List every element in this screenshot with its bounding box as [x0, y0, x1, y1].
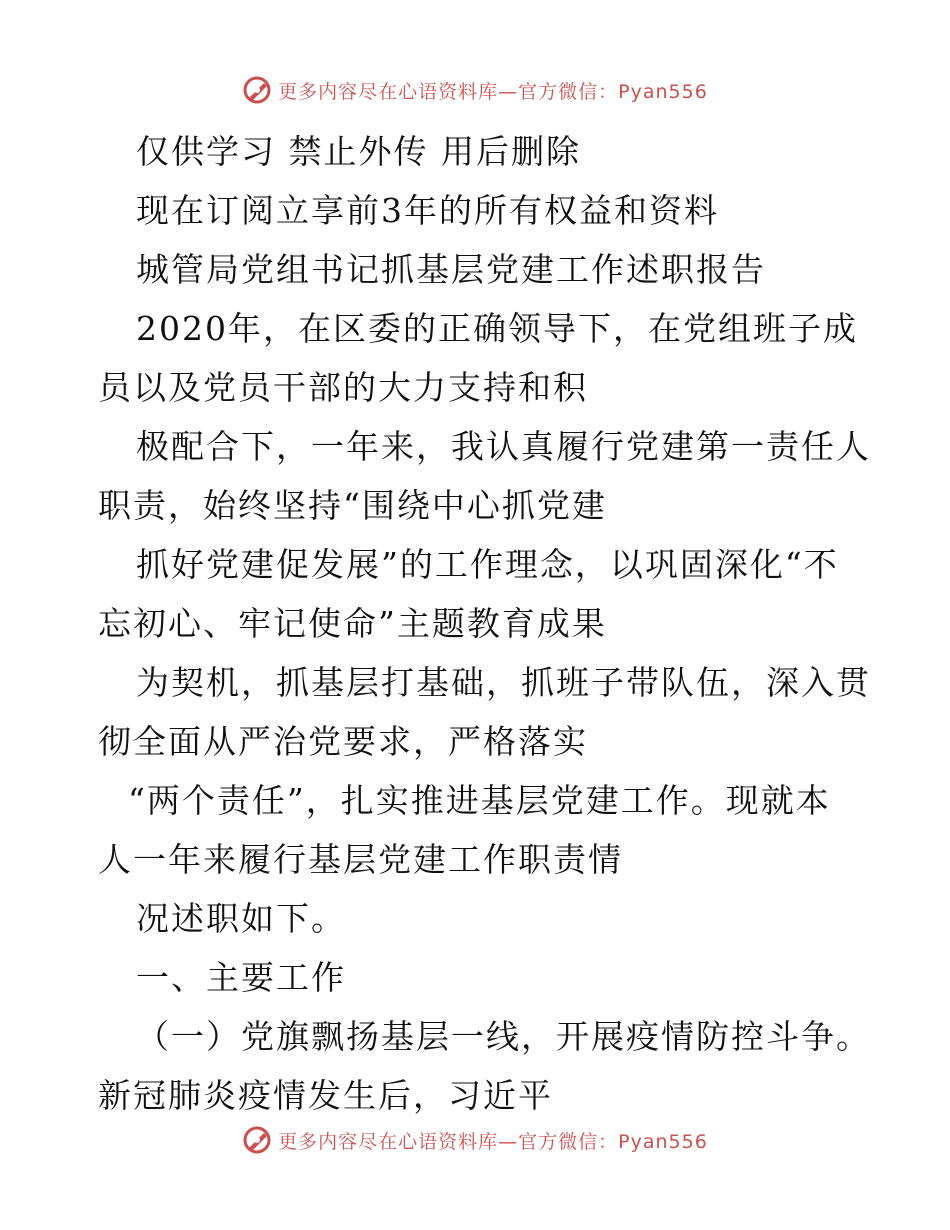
doc-line-4: 2020年，在区委的正确领导下，在党组班子成 — [136, 309, 858, 348]
doc-line-14: 况述职如下。 — [136, 899, 346, 938]
doc-line-12: “两个责任”，扎实推进基层党建工作。现就本 — [128, 781, 831, 820]
pen-circle-logo-icon — [242, 1125, 272, 1155]
document-body — [98, 122, 871, 1125]
doc-line-6: 极配合下，一年来，我认真履行党建第一责任人 — [136, 427, 871, 466]
doc-line-8: 抓好党建促发展”的工作理念，以巩固深化“不 — [136, 545, 839, 584]
header-watermark-banner — [0, 70, 950, 110]
doc-line-2: 现在订阅立享前3年的所有权益和资料 — [136, 191, 719, 230]
doc-line-13: 人一年来履行基层党建工作职责情 — [98, 840, 623, 879]
doc-line-11: 彻全面从严治党要求，严格落实 — [98, 722, 588, 761]
doc-title: 城管局党组书记抓基层党建工作述职报告 — [136, 250, 766, 289]
section-heading: 一、主要工作 — [136, 958, 346, 997]
doc-line-9: 忘初心、牢记使命”主题教育成果 — [98, 604, 607, 643]
doc-line-10: 为契机，抓基层打基础，抓班子带队伍，深入贯 — [136, 663, 871, 702]
doc-line-7: 职责，始终坚持“围绕中心抓党建 — [98, 486, 607, 525]
pen-circle-logo-icon — [242, 75, 272, 105]
watermark-text: 更多内容尽在心语资料库—官方微信：Pyan556 — [278, 80, 708, 103]
doc-line-17: 新冠肺炎疫情发生后，习近平 — [98, 1076, 553, 1115]
watermark-text: 更多内容尽在心语资料库—官方微信：Pyan556 — [278, 1130, 708, 1153]
doc-line-1: 仅供学习 禁止外传 用后删除 — [136, 132, 581, 171]
doc-line-5: 员以及党员干部的大力支持和积 — [98, 368, 588, 407]
subsection-heading: （一）党旗飘扬基层一线，开展疫情防控斗争。 — [136, 1017, 871, 1056]
footer-watermark-banner — [0, 1120, 950, 1160]
